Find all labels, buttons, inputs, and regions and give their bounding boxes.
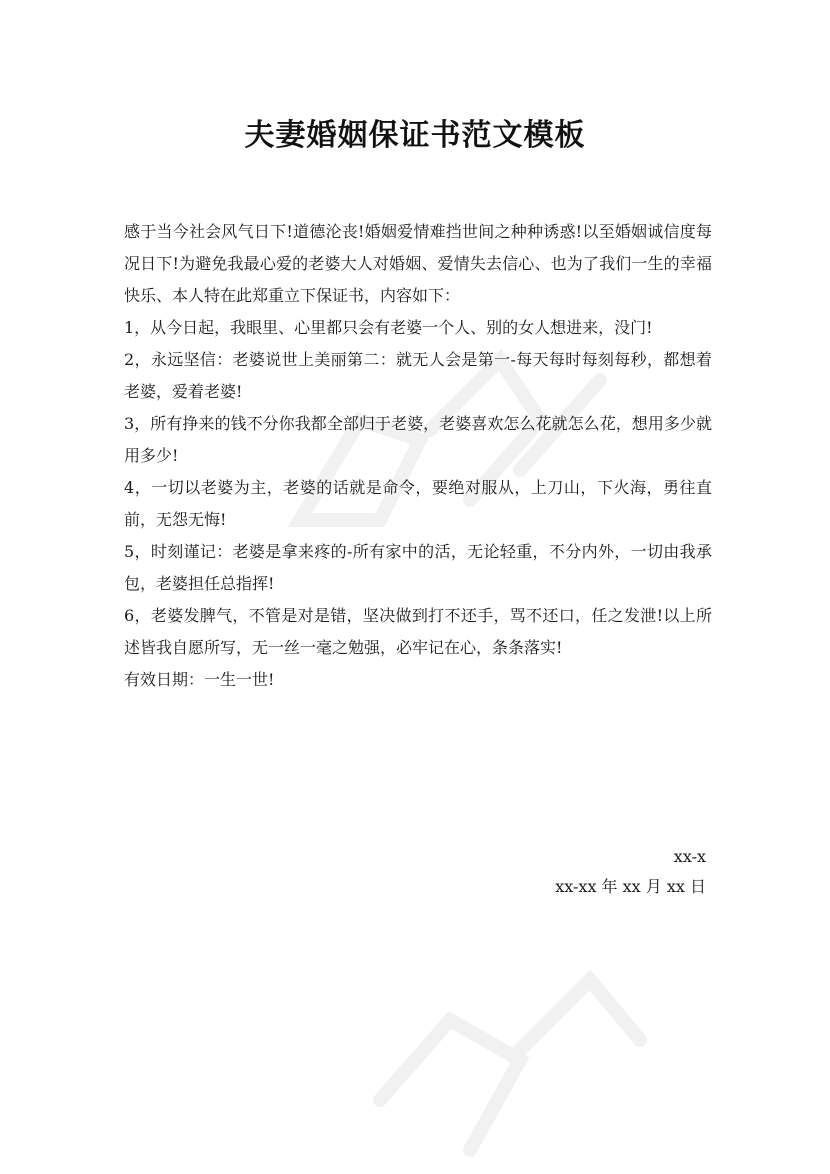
paragraph-item-1: 1，从今日起，我眼里、心里都只会有老婆一个人、别的女人想进来，没门!	[124, 318, 653, 337]
signature-date: xx-xx 年 xx 月 xx 日	[555, 877, 706, 896]
paragraph-validity: 有效日期：一生一世!	[124, 670, 275, 689]
paragraph-item-2: 2，永远坚信：老婆说世上美丽第二：就无人会是第一-每天每时每刻每秒，都想着老婆，爱着老婆!	[124, 350, 712, 401]
document-title: 夫妻婚姻保证书范文模板	[244, 118, 586, 153]
paragraph-item-4: 4，一切以老婆为主，老婆的话就是命令，要绝对服从，上刀山，下火海，勇往直前，无怨无悔!	[124, 478, 712, 529]
paragraph-item-5: 5，时刻谨记：老婆是拿来疼的-所有家中的活，无论轻重，不分内外，一切由我承包，老婆担任总指挥!	[124, 542, 712, 593]
paragraph-item-6: 6，老婆发脾气，不管是对是错，坚决做到打不还手，骂不还口，任之发泄!以上所述皆我自愿所写，无一丝一毫之勉强，必牢记在心，条条落实!	[124, 606, 712, 657]
signature-name: xx-x	[673, 847, 706, 866]
document-body	[124, 216, 712, 696]
signature-block	[555, 842, 706, 902]
paragraph-intro: 感于当今社会风气日下!道德沦丧!婚姻爱情难挡世间之种种诱惑!以至婚姻诚信度每况日下!为避免我最心爱的老婆大人对婚姻、爱情失去信心、也为了我们一生的幸福快乐、本人特在此郑重立下保证书，内容如下：	[124, 222, 712, 305]
paragraph-item-3: 3，所有挣来的钱不分你我都全部归于老婆，老婆喜欢怎么花就怎么花，想用多少就用多少!	[124, 414, 712, 465]
